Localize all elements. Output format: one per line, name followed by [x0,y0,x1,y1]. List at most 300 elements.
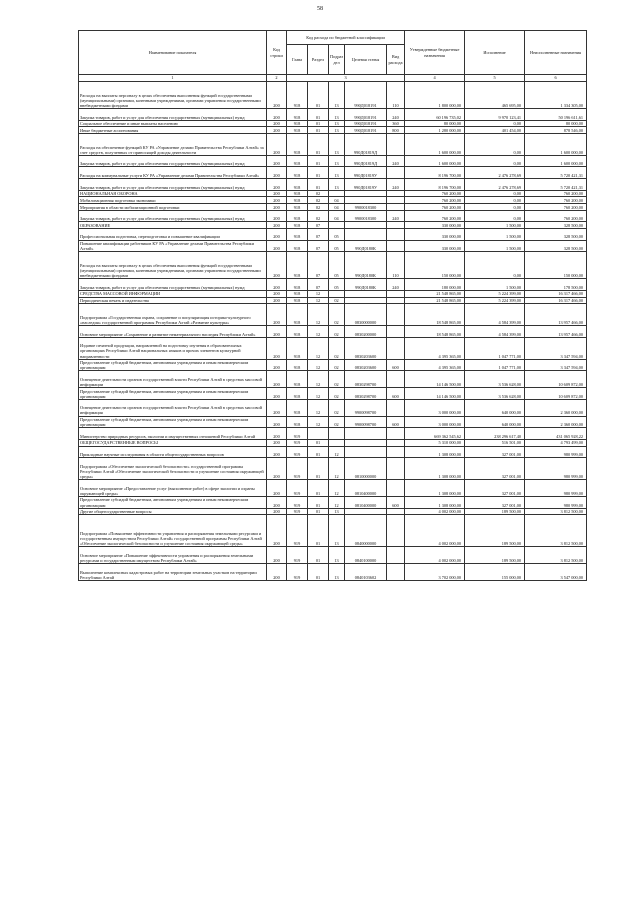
row-kind: 240 [387,109,405,121]
row-unexecuted: 760 200,00 [525,210,587,222]
row-approved: 8 196 700,00 [405,179,465,191]
table-row [79,197,587,204]
row-approved: 8 196 700,00 [405,167,465,179]
table-row [79,240,587,252]
row-code: 200 [267,109,287,121]
row-code: 200 [267,428,287,440]
row-executed: 327 001,00 [465,446,525,458]
row-glava: 918 [287,304,308,326]
row-kind: 600 [387,388,405,400]
row-name: Закупка товаров, работ и услуг для обеспечения государственных (муниципальных) нужд [79,155,267,167]
row-razdel: 12 [308,388,329,400]
table-body [79,82,587,581]
row-target [345,446,387,458]
row-razdel: 01 [308,120,329,127]
row-target: 990Д018191 [345,127,387,134]
row-podrazdel: 02 [329,337,345,359]
row-code: 200 [267,197,287,204]
row-executed: 4 584 399,00 [465,304,525,326]
table-row [79,279,587,291]
row-glava: 918 [287,133,308,155]
row-executed: 516 501,00 [465,439,525,446]
row-razdel: 01 [308,127,329,134]
row-approved: 18 548 865,00 [405,326,465,338]
row-podrazdel: 12 [329,480,345,497]
row-approved: 1 308 000,00 [405,480,465,497]
row-executed: 1 500,00 [465,222,525,229]
table-row [79,508,587,515]
header-unexecuted: Неисполненные назначения [525,31,587,75]
row-executed: 640 000,00 [465,416,525,428]
row-code: 200 [267,190,287,197]
row-code: 200 [267,371,287,388]
row-razdel: 12 [308,371,329,388]
row-code: 200 [267,228,287,240]
header-code: Код строки [267,31,287,75]
row-razdel: 01 [308,179,329,191]
row-unexecuted: 760 200,00 [525,204,587,211]
row-podrazdel: 13 [329,127,345,134]
row-glava: 919 [287,564,308,581]
row-unexecuted: 5 720 421,31 [525,179,587,191]
row-kind [387,480,405,497]
row-glava: 918 [287,204,308,211]
table-row [79,547,587,564]
row-unexecuted: 10 609 872,00 [525,371,587,388]
row-approved: 21 548 865,00 [405,290,465,297]
row-approved: 60 196 735,02 [405,109,465,121]
row-name: Профессиональная подготовка, переподготовка и повышение квалификации [79,228,267,240]
row-podrazdel: 04 [329,197,345,204]
row-glava: 918 [287,167,308,179]
row-podrazdel: 13 [329,547,345,564]
row-razdel: 02 [308,190,329,197]
row-name: Подпрограмма «Государственная охрана, сохранение и популяризация историко-культурного «наследия» государственной программы Республики Алтай «Развитие культуры» [79,304,267,326]
table-row [79,416,587,428]
row-name: Предоставление субсидий бюджетным, автономным учреждениям и иным некоммерческим организациям [79,496,267,508]
row-name: Издание печатной продукции, направленной на подготовку изучения в образовательных организациях Республики Алтай национальных языков и прочих элементов культурной направленности [79,337,267,359]
row-approved: 4 002 000,00 [405,547,465,564]
row-name: Расходы на коммунальные услуги КУ РА «Управление делами Правительства Республики Алтай» [79,167,267,179]
row-unexecuted: 980 999,00 [525,496,587,508]
row-kind [387,290,405,297]
row-code: 200 [267,439,287,446]
row-podrazdel: 02 [329,371,345,388]
table-row [79,496,587,508]
row-target [345,428,387,440]
row-name: СРЕДСТВА МАССОВОЙ ИНФОРМАЦИИ [79,290,267,297]
column-number: 5 [465,75,525,82]
row-podrazdel: 13 [329,179,345,191]
row-unexecuted: 4 793 499,00 [525,439,587,446]
row-executed: 640 000,00 [465,399,525,416]
row-podrazdel: 13 [329,564,345,581]
row-target: 0830203600 [345,337,387,359]
row-kind [387,439,405,446]
row-glava: 919 [287,515,308,547]
table-row [79,304,587,326]
row-name: Социальное обеспечение и иные выплаты населению [79,120,267,127]
row-razdel: 01 [308,439,329,446]
table-row [79,82,587,109]
row-name: Расходы на обеспечение функций КУ РА «Управление делами Правительства Республики Алтай» за счет средств, полученных от приносящей доходы деятельности [79,133,267,155]
row-approved: 760 200,00 [405,190,465,197]
row-target [345,222,387,229]
row-approved: 760 200,00 [405,204,465,211]
table-row [79,428,587,440]
row-name: Подпрограмма «Обеспечение экологической безопасности» государственной программы Республики Алтай «Обеспечение экологической безопасности и улучшение состояния окружающей среды» [79,458,267,480]
row-name: Закупка товаров, работ и услуг для обеспечения государственных (муниципальных) нужд [79,179,267,191]
row-code: 200 [267,304,287,326]
row-executed: 0,00 [465,155,525,167]
row-razdel: 02 [308,204,329,211]
table-row [79,359,587,371]
row-code: 200 [267,179,287,191]
row-unexecuted: 328 500,00 [525,228,587,240]
row-podrazdel: 05 [329,252,345,279]
row-podrazdel: 13 [329,120,345,127]
row-executed: 3 536 628,00 [465,388,525,400]
row-approved: 21 548 865,00 [405,297,465,304]
row-glava: 918 [287,120,308,127]
row-executed: 1 047 771,00 [465,359,525,371]
row-glava: 919 [287,480,308,497]
row-target: 990Д01819Д [345,155,387,167]
row-razdel [308,428,329,440]
row-target: 990Д018191 [345,82,387,109]
row-podrazdel: 12 [329,446,345,458]
row-kind [387,228,405,240]
row-executed: 1 500,00 [465,228,525,240]
table-row [79,155,587,167]
row-kind [387,446,405,458]
row-razdel: 01 [308,508,329,515]
header-kind: Вид расхода [387,45,405,75]
table-row [79,167,587,179]
row-approved: 14 146 500,00 [405,388,465,400]
row-code: 200 [267,82,287,109]
row-razdel: 07 [308,228,329,240]
row-executed: 3 536 628,00 [465,371,525,388]
row-approved: 5 310 000,00 [405,439,465,446]
row-kind [387,428,405,440]
row-executed: 238 296 617,40 [465,428,525,440]
row-executed: 2 476 278,69 [465,179,525,191]
table-row [79,290,587,297]
row-glava: 918 [287,371,308,388]
row-unexecuted: 328 500,00 [525,222,587,229]
table-row [79,228,587,240]
row-kind: 600 [387,359,405,371]
row-podrazdel: 12 [329,458,345,480]
table-row [79,190,587,197]
table-row [79,204,587,211]
row-unexecuted: 1 334 305,00 [525,82,587,109]
row-code: 200 [267,167,287,179]
row-kind [387,197,405,204]
row-razdel: 12 [308,326,329,338]
row-kind [387,326,405,338]
row-unexecuted: 16 317 466,00 [525,290,587,297]
row-kind [387,515,405,547]
row-unexecuted: 431 065 928,22 [525,428,587,440]
row-unexecuted: 980 999,00 [525,480,587,497]
row-approved: 4 395 365,00 [405,337,465,359]
row-name: Повышение квалификации работников КУ РА «Управление делами Правительства Республики Алтай» [79,240,267,252]
row-kind: 110 [387,252,405,279]
row-glava: 918 [287,297,308,304]
row-kind: 110 [387,82,405,109]
row-approved: 330 000,00 [405,228,465,240]
row-target [345,297,387,304]
row-glava: 918 [287,337,308,359]
row-podrazdel: 04 [329,210,345,222]
row-kind [387,547,405,564]
row-razdel: 12 [308,337,329,359]
row-code: 200 [267,515,287,547]
row-target: 990Д018191 [345,109,387,121]
row-target: 0830000000 [345,304,387,326]
row-name: Основное мероприятие «Предоставление услуг (выполнение работ) в сфере экологии и охраны окружающей среды» [79,480,267,497]
row-name: Мероприятия в области мобилизационной подготовки [79,204,267,211]
row-kind: 240 [387,179,405,191]
row-razdel: 01 [308,515,329,547]
row-kind [387,190,405,197]
row-approved: 330 000,00 [405,222,465,229]
row-target [345,190,387,197]
row-podrazdel: 02 [329,416,345,428]
header-approved: Утвержденные бюджетные назначения [405,31,465,75]
row-razdel: 01 [308,446,329,458]
row-approved: 4 002 000,00 [405,508,465,515]
row-target: 0830203600 [345,359,387,371]
row-kind [387,133,405,155]
row-unexecuted: 2 360 000,00 [525,399,587,416]
row-executed: 327 001,00 [465,496,525,508]
row-glava: 918 [287,290,308,297]
row-glava: 918 [287,179,308,191]
row-kind [387,304,405,326]
row-code: 200 [267,252,287,279]
row-unexecuted: 5 720 421,31 [525,167,587,179]
row-approved: 18 548 865,00 [405,304,465,326]
row-glava: 918 [287,210,308,222]
row-podrazdel: 13 [329,167,345,179]
row-kind [387,458,405,480]
row-glava: 918 [287,82,308,109]
table-row [79,326,587,338]
row-target: 0840000000 [345,515,387,547]
column-number: 1 [79,75,267,82]
row-unexecuted: 2 360 000,00 [525,416,587,428]
row-glava: 918 [287,359,308,371]
row-podrazdel: 02 [329,304,345,326]
row-name: Подпрограмма «Повышение эффективности управления и распоряжения земельными ресурсами и государственным имуществом Республики Алтай» государственной программы Республики Алтай «Обеспечение экологической безопасности и улучшение состояния окружающей среды» [79,515,267,547]
row-executed: 189 500,00 [465,547,525,564]
row-kind: 240 [387,279,405,291]
column-number: 2 [267,75,287,82]
table-row [79,337,587,359]
row-code: 200 [267,204,287,211]
row-razdel: 02 [308,210,329,222]
row-name: ОБЩЕГОСУДАРСТВЕННЫЕ ВОПРОСЫ [79,439,267,446]
row-approved: 4 395 365,00 [405,359,465,371]
row-unexecuted: 878 546,00 [525,127,587,134]
row-kind [387,204,405,211]
header-classification: Код расхода по бюджетной классификации [287,31,405,45]
row-podrazdel: 13 [329,508,345,515]
row-code: 200 [267,210,287,222]
row-unexecuted: 760 200,00 [525,190,587,197]
row-target: 990Д01819Д [345,133,387,155]
row-executed: 0,00 [465,252,525,279]
row-podrazdel: 13 [329,82,345,109]
row-glava: 918 [287,222,308,229]
row-razdel: 12 [308,359,329,371]
header-razdel: Раздел [308,45,329,75]
row-approved: 1 308 000,00 [405,446,465,458]
row-razdel: 01 [308,82,329,109]
row-executed: 0,00 [465,120,525,127]
row-code: 200 [267,326,287,338]
row-executed: 327 001,00 [465,480,525,497]
row-unexecuted: 1 600 000,00 [525,133,587,155]
row-razdel: 12 [308,399,329,416]
table-row [79,399,587,416]
row-target: 990Д01819У [345,179,387,191]
row-name: Закупка товаров, работ и услуг для обеспечения государственных (муниципальных) нужд [79,210,267,222]
row-name: Мобилизационная подготовка экономики [79,197,267,204]
row-name: Министерство природных ресурсов, экологии и имущественных отношений Республики Алтай [79,428,267,440]
row-target [345,508,387,515]
row-podrazdel [329,439,345,446]
row-unexecuted: 3 812 500,00 [525,508,587,515]
row-kind [387,167,405,179]
row-executed: 0,00 [465,197,525,204]
row-kind [387,297,405,304]
row-approved: 180 000,00 [405,279,465,291]
row-glava: 919 [287,446,308,458]
row-unexecuted: 50 196 611,61 [525,109,587,121]
row-code: 200 [267,446,287,458]
row-code: 200 [267,290,287,297]
header-podrazdel: Подраз дел [329,45,345,75]
row-podrazdel [329,222,345,229]
row-target [345,290,387,297]
row-executed: 0,00 [465,204,525,211]
row-approved: 669 362 545,62 [405,428,465,440]
row-code: 200 [267,337,287,359]
row-target: 0830298700 [345,371,387,388]
row-name: Предоставление субсидий бюджетным, автономным учреждениям и иным некоммерческим организациям [79,359,267,371]
row-target: 9900098700 [345,399,387,416]
row-approved: 760 200,00 [405,210,465,222]
row-approved: 1 600 000,00 [405,133,465,155]
row-razdel: 01 [308,109,329,121]
row-razdel: 12 [308,416,329,428]
row-glava: 918 [287,416,308,428]
row-target [345,228,387,240]
row-code: 200 [267,240,287,252]
row-approved: 3 000 000,00 [405,399,465,416]
row-code: 200 [267,279,287,291]
row-unexecuted: 328 500,00 [525,240,587,252]
row-kind: 360 [387,120,405,127]
row-glava: 918 [287,155,308,167]
row-target: 990Д0180К [345,252,387,279]
row-glava: 918 [287,127,308,134]
row-unexecuted: 760 200,00 [525,197,587,204]
table-row [79,109,587,121]
row-code: 200 [267,496,287,508]
table-row [79,564,587,581]
row-executed: 5 224 399,00 [465,290,525,297]
row-glava: 918 [287,279,308,291]
header-name: Наименование показателя [79,31,267,75]
row-name: Освещение деятельности органов государственной власти Республики Алтай в средствах массовой информации [79,371,267,388]
row-razdel: 02 [308,197,329,204]
row-podrazdel: 02 [329,388,345,400]
row-unexecuted: 178 500,00 [525,279,587,291]
row-approved: 14 146 500,00 [405,371,465,388]
table-row [79,297,587,304]
row-unexecuted: 3 347 594,00 [525,359,587,371]
row-executed: 2 476 278,69 [465,167,525,179]
table-row [79,179,587,191]
row-code: 200 [267,359,287,371]
row-kind: 600 [387,496,405,508]
row-podrazdel [329,190,345,197]
row-razdel: 01 [308,496,329,508]
row-podrazdel [329,290,345,297]
row-approved: 150 000,00 [405,252,465,279]
row-approved: 760 200,00 [405,197,465,204]
row-kind: 600 [387,416,405,428]
row-code: 200 [267,480,287,497]
row-razdel: 01 [308,458,329,480]
row-razdel: 01 [308,547,329,564]
row-razdel: 07 [308,222,329,229]
row-approved: 3 702 000,00 [405,564,465,581]
row-code: 200 [267,547,287,564]
row-executed: 1 500,00 [465,240,525,252]
row-code: 200 [267,416,287,428]
row-approved: 4 002 000,00 [405,515,465,547]
row-podrazdel [329,428,345,440]
row-glava: 918 [287,326,308,338]
row-unexecuted: 1 600 000,00 [525,155,587,167]
row-executed: 0,00 [465,190,525,197]
row-glava: 919 [287,547,308,564]
row-unexecuted: 16 317 466,00 [525,297,587,304]
row-glava: 919 [287,428,308,440]
row-podrazdel: 13 [329,515,345,547]
row-razdel: 01 [308,480,329,497]
column-number: 4 [405,75,465,82]
row-target: 990Д018191 [345,120,387,127]
table-row [79,120,587,127]
table-row [79,515,587,547]
row-glava: 918 [287,399,308,416]
row-unexecuted: 13 957 466,00 [525,304,587,326]
row-kind: 240 [387,155,405,167]
row-razdel: 01 [308,564,329,581]
row-unexecuted: 980 999,00 [525,458,587,480]
row-code: 200 [267,399,287,416]
table-row [79,439,587,446]
row-approved: 1 800 000,00 [405,82,465,109]
row-name: НАЦИОНАЛЬНАЯ ОБОРОНА [79,190,267,197]
